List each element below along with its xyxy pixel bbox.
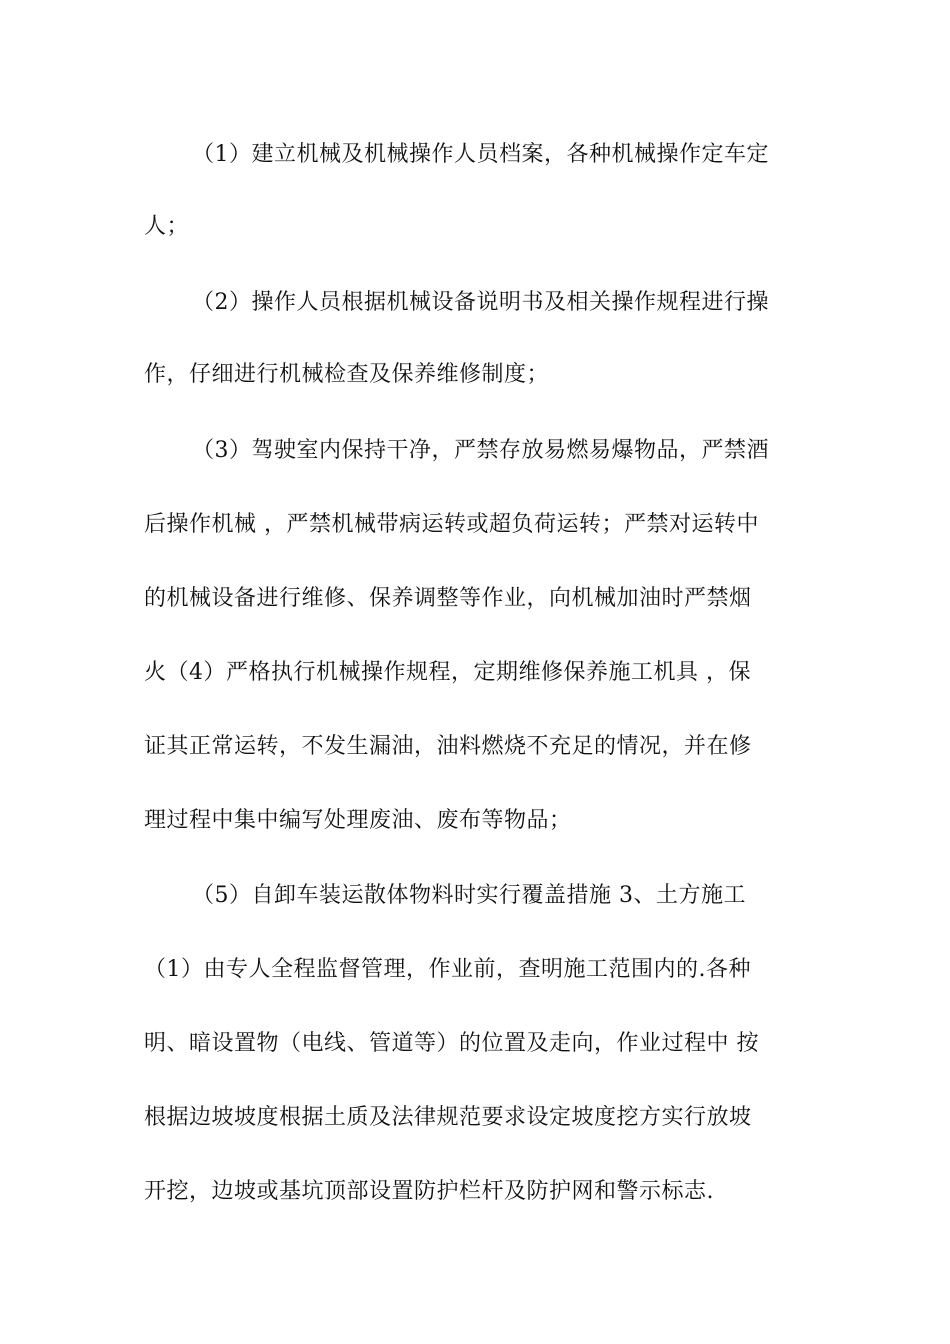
paragraph-line: （3）驾驶室内保持干净，严禁存放易燃易爆物品，严禁酒 xyxy=(192,438,769,463)
paragraph-line: （1）由专人全程监督管理，作业前，查明施工范围内的.各种 xyxy=(144,957,751,982)
paragraph-line: （5）自卸车装运散体物料时实行覆盖措施 3、土方施工 xyxy=(192,883,746,908)
paragraph-line: 的机械设备进行维修、保养调整等作业，向机械加油时严禁烟 xyxy=(144,586,752,611)
paragraph-line: 理过程中集中编写处理废油、废布等物品； xyxy=(144,808,572,833)
paragraph-line: 证其正常运转，不发生漏油，油料燃烧不充足的情况，并在修 xyxy=(144,734,752,759)
paragraph-line: 根据边坡坡度根据土质及法律规范要求设定坡度挖方实行放坡 xyxy=(144,1105,752,1130)
paragraph-line: 后操作机械 ，严禁机械带病运转或超负荷运转；严禁对运转中 xyxy=(144,512,759,537)
paragraph-line: 明、暗设置物（电线、管道等）的位置及走向，作业过程中 按 xyxy=(144,1031,759,1056)
paragraph-line: （2）操作人员根据机械设备说明书及相关操作规程进行操 xyxy=(192,290,769,315)
paragraph-line: 火（4）严格执行机械操作规程，定期维修保养施工机具 ，保 xyxy=(144,660,751,685)
paragraph-line: （1）建立机械及机械操作人员档案，各种机械操作定车定 xyxy=(192,142,769,167)
paragraph-line: 开挖，边坡或基坑顶部设置防护栏杆及防护网和警示标志. xyxy=(144,1179,714,1204)
paragraph-line: 作，仔细进行机械检查及保养维修制度； xyxy=(144,362,550,387)
paragraph-line: 人； xyxy=(144,214,190,239)
